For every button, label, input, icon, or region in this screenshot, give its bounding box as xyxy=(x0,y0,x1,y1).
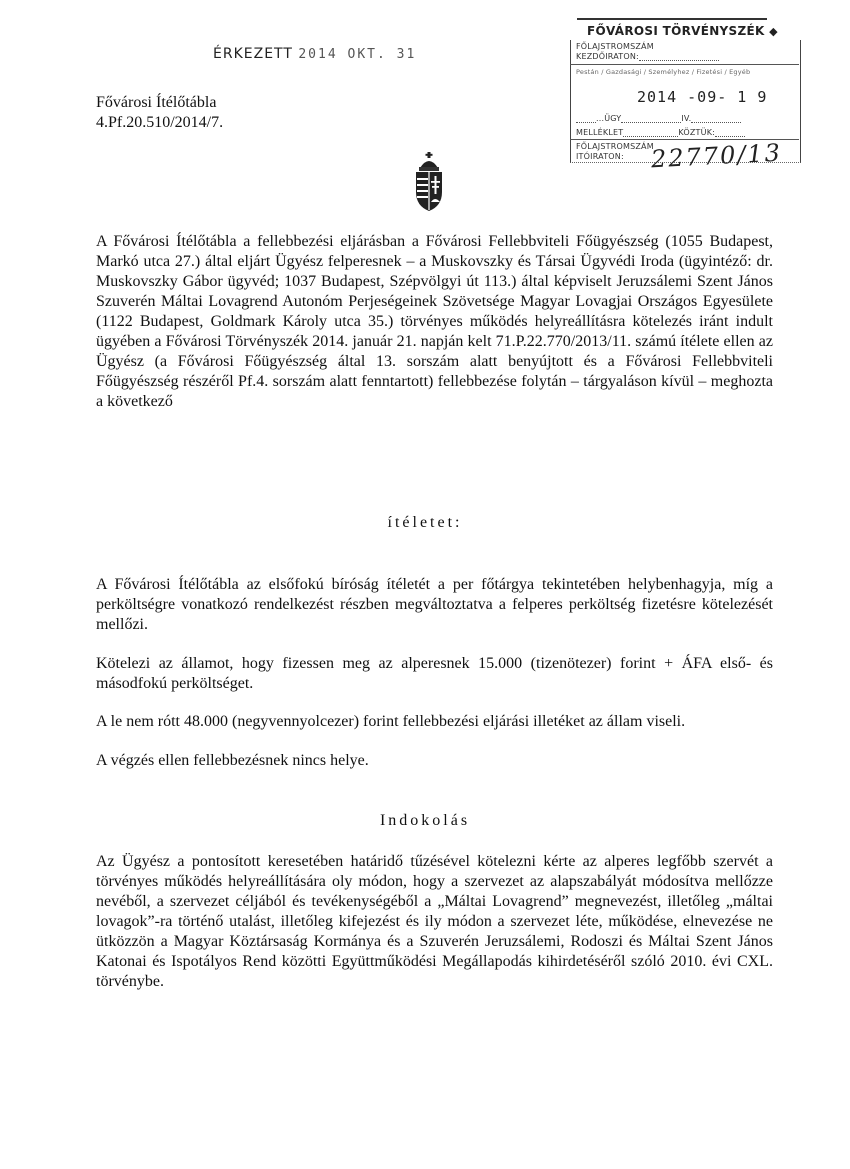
verdict-heading: ítéletet: xyxy=(387,514,463,531)
verdict-paragraph-1: A Fővárosi Ítélőtábla az elsőfokú bíróság ítéletét a per főtárgya tekintetében helybenhagyja, míg a perköltségre vonatkozó rendelkezést részben megváltoztatva a felperes perköltség fizetésre kötelezését mellőzi. xyxy=(96,576,773,633)
received-label: ÉRKEZETT xyxy=(213,46,293,62)
verdict-paragraph-3: A le nem rótt 48.000 (negyvennyolcezer) forint fellebbezési eljárási illetéket az állam viseli. xyxy=(96,713,686,730)
stamp-row-7: ITÓIRATON: xyxy=(576,152,624,161)
court-registry-stamp xyxy=(567,18,803,174)
case-number: 4.Pf.20.510/2014/7. xyxy=(96,114,224,131)
received-stamp xyxy=(213,46,416,62)
stamp-row-1: FŐLAJSTROMSZÁM xyxy=(576,42,654,51)
reasoning-paragraph-1: Az Ügyész a pontosított keresetében határidő tűzésével kötelezni kérte az alperes legfőbb szervét a törvényes működés helyreállítására oly módon, hogy a szervezet az alapszabályát módosítva mellőzze nevéből, a szervezet céljából és tevékenységéből a „Máltai Lovagrend” megnevezést, illetőleg „máltai lovagok”-ra történő utalást, illetőleg kifejezést és ily módon a szervezet léte, működése, elnevezése ne ütközzön a Magyar Köztársaság Kormánya és a Szuverén Jeruzsálemi, Rodoszi és Máltai Szent János Katonai és Ispotályos Rend közötti Együttműködési Megállapodás kihirdetéséről szóló 2010. évi CXL. törvénybe. xyxy=(96,853,773,990)
verdict-paragraph-2: Kötelezi az államot, hogy fizessen meg az alperesnek 15.000 (tizenötezer) forint + ÁFA első- és másodfokú perköltséget. xyxy=(96,655,773,692)
intro-paragraph: A Fővárosi Ítélőtábla a fellebbezési eljárásban a Fővárosi Fellebbviteli Főügyészség (1055 Budapest, Markó utca 27.) által eljárt Ügyész felperesnek – a Muskovszky és Társai Ügyvédi Iroda (ügyintéző: dr. Muskovszky Gábor ügyvéd; 1037 Budapest, Szépvölgyi út 113.) által képviselt Jeruzsálemi Szent János Szuverén Máltai Lovagrend Autonóm Perjeségeinek Szövetsége Magyar Lovagjai Országos Egyesülete (1122 Budapest, Goldmark Károly utca 35.) törvényes működés helyreállításra kötelezés iránt indult ügyében a Fővárosi Törvényszék 2014. január 21. napján kelt 71.P.22.770/2013/11. számú ítélete ellen az Ügyész (a Fővárosi Főügyészség által 13. sorszám alatt benyújtott és a Fővárosi Fellebbviteli Főügyészség részéről Pf.4. sorszám alatt fenntartott) fellebbezése folytán – tárgyaláson kívül – meghozta a következő xyxy=(96,233,773,410)
stamp-row-2: KEZDŐIRATON: xyxy=(576,52,719,61)
document-header xyxy=(96,93,223,133)
handwritten-file-number: 22770/13 xyxy=(650,138,783,174)
verdict-paragraph-4: A végzés ellen fellebbezésnek nincs helye. xyxy=(96,752,369,769)
stamp-row-6: FŐLAJSTROMSZÁM xyxy=(576,142,654,151)
stamp-row-5: MELLÉKLET KÖZTÜK: xyxy=(576,128,745,137)
coat-of-arms-icon xyxy=(414,152,444,212)
stamp-top-line xyxy=(577,18,767,20)
stamp-row-3: Pestán / Gazdasági / Személyhez / Fizetési / Egyéb xyxy=(576,68,751,76)
stamp-divider-1 xyxy=(570,64,799,65)
reasoning-heading: Indokolás xyxy=(379,812,471,829)
stamp-title: FŐVÁROSI TÖRVÉNYSZÉK ◆ xyxy=(587,24,778,38)
stamp-row-4: ...ÜGY IV. xyxy=(576,114,741,123)
received-date: 2014 OKT. 31 xyxy=(298,47,417,62)
court-name: Fővárosi Ítélőtábla xyxy=(96,94,217,111)
stamp-date: 2014 -09- 1 9 xyxy=(637,88,768,106)
